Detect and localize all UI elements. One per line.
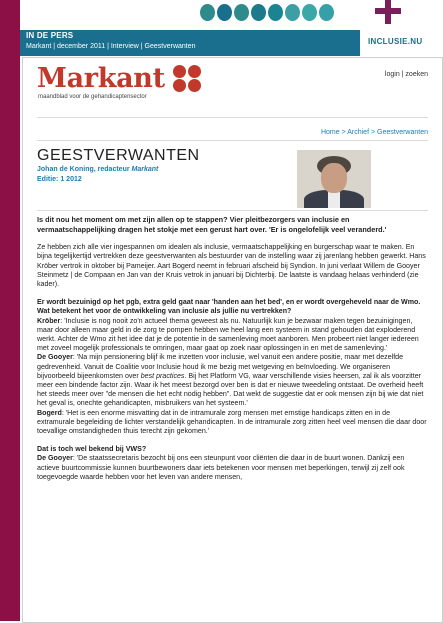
divider <box>37 140 428 141</box>
question: Dat is toch wel bekend bij VWS? <box>37 445 147 454</box>
answer: De Gooyer: 'De staatssecretaris bezocht bij ons een steunpunt voor cliënten die daar in de buurt wonen. Dankzij een actieve buurtcommissie kunnen buurtbewoners daar iets betekenen voor mensen met beperkingen, terwijl zij zelf ook toegevoegde waarde hebben voor het leven van andere mensen, <box>37 454 405 481</box>
question: Er wordt bezuinigd op het pgb, extra geld gaat naar 'handen aan het bed', en er wordt overgeheveld naar de Wmo. Wat betekent het voor de ontwikkeling van inclusie als jullie nu vertrekken? <box>37 298 421 316</box>
brand-dot <box>234 4 249 21</box>
brand-dot <box>319 4 334 21</box>
article-edition: Editie: 1 2012 <box>37 176 82 183</box>
brand-dot <box>251 4 266 21</box>
plus-logo-icon <box>375 0 401 24</box>
brand-dot <box>200 4 215 21</box>
divider <box>37 210 428 211</box>
brand-dots <box>200 4 334 21</box>
brand-dot <box>285 4 300 21</box>
breadcrumb-archive[interactable]: Archief <box>347 129 370 136</box>
magazine-brand[interactable] <box>37 64 165 100</box>
article-intro: Ze hebben zich alle vier ingespannen om idealen als inclusie, vermaatschappelijking en burgerschap waar te maken. En bijna tegelijkertijd vertrekken deze geestverwanten als bestuurder van de instelling waar zij jarenlang hebben gewerkt. Hans Kröber vertrok in oktober bij Pameijer. Aart Bogerd neemt in februari afscheid bij Syndion. In juni verlaat Willem de Gooyer Steinmetz | de Compaan en Jan van der Kruis vetrok in januari bij Dichterbij. De laatste is vandaag helaas verhinderd (zie kader). <box>37 243 426 288</box>
article-author: Johan de Koning, redacteur Markant <box>37 166 159 173</box>
left-accent-band <box>0 0 20 621</box>
press-header-bar <box>20 30 360 56</box>
article-clipping <box>22 57 443 623</box>
brand-dot <box>268 4 283 21</box>
section-label: IN DE PERS <box>26 31 74 40</box>
breadcrumb: Home > Archief > Geestverwanten <box>320 129 428 136</box>
article-title: GEESTVERWANTEN <box>37 147 200 164</box>
site-logo[interactable]: INCLUSIE.NU <box>368 37 423 46</box>
answer: Bogerd: 'Het is een enorme misvatting dat in de intramurale zorg mensen met ernstige handicaps zitten en in de extramurale begeleiding de lichter verstandelijk gehandicapten. In de intramurale zorg zitten heel veel mensen die daar door toevallige omstandigheden thuis terecht zijn gekomen.' <box>37 408 427 436</box>
press-meta: Markant | december 2011 | Interview | Geestverwanten <box>26 43 196 50</box>
breadcrumb-home[interactable]: Home <box>320 129 340 136</box>
magazine-tagline: maandblad voor de gehandicaptensector <box>38 94 147 100</box>
flower-logo-icon <box>173 65 209 93</box>
magazine-logo: Markant <box>37 63 165 94</box>
brand-dot <box>302 4 317 21</box>
article-lead: Is dit nou het moment om met zijn allen op te stappen? Vier pleitbezorgers van inclusie en vermaatschappelijking dragen het stokje met een gerust hart over. 'Er is ongelofelijk veel veranderd.' <box>37 215 387 234</box>
account-links[interactable]: login | zoeken <box>384 71 428 78</box>
author-photo <box>297 150 371 208</box>
article-body <box>37 215 427 491</box>
brand-dot <box>217 4 232 21</box>
answer: Kröber: 'Inclusie is nog nooit zo'n actueel thema geweest als nu. Natuurlijk kun je bezwaar maken tegen bezuinigingen, maar door alleen maar geld in de zorg te pompen hebben we heel lang een systeem in stand gehouden dat exploderend werkt. Achter de Wmo zit het idee dat je de potentie in de samenleving moet aanboren. Men probeert niet langer iedereen met zoveel mogelijk professionals te omringen, maar gaat op zoek naar oplossingen in en met de samenleving.' <box>37 316 419 353</box>
answer: De Gooyer: 'Na mijn pensionering blijf ik me inzetten voor inclusie, wel vanuit een andere positie, maar met dezelfde gedrevenheid. Vanuit de Coalitie voor Inclusie houd ik me bezig met wetgeving en beïnvloeding. We organiseren bijvoorbeeld bijeenkomsten over best practices. Bij het Platform VG, waar verschillende visies heersen, zal ik als voorzitter meer een bindende factor zijn. Waar ik het meest bezorgd over ben is dat er nieuwe tweedeling ontstaat. De overheid heeft het steeds meer over "de mensen die het echt nodig hebben". Dat wekt de suggestie dat er ook mensen zijn bij wie dat niet het geval is, onechte gehandicapten, misbruikers van het systeem.' <box>37 353 424 408</box>
breadcrumb-current[interactable]: Geestverwanten <box>377 129 428 136</box>
divider <box>37 117 428 118</box>
